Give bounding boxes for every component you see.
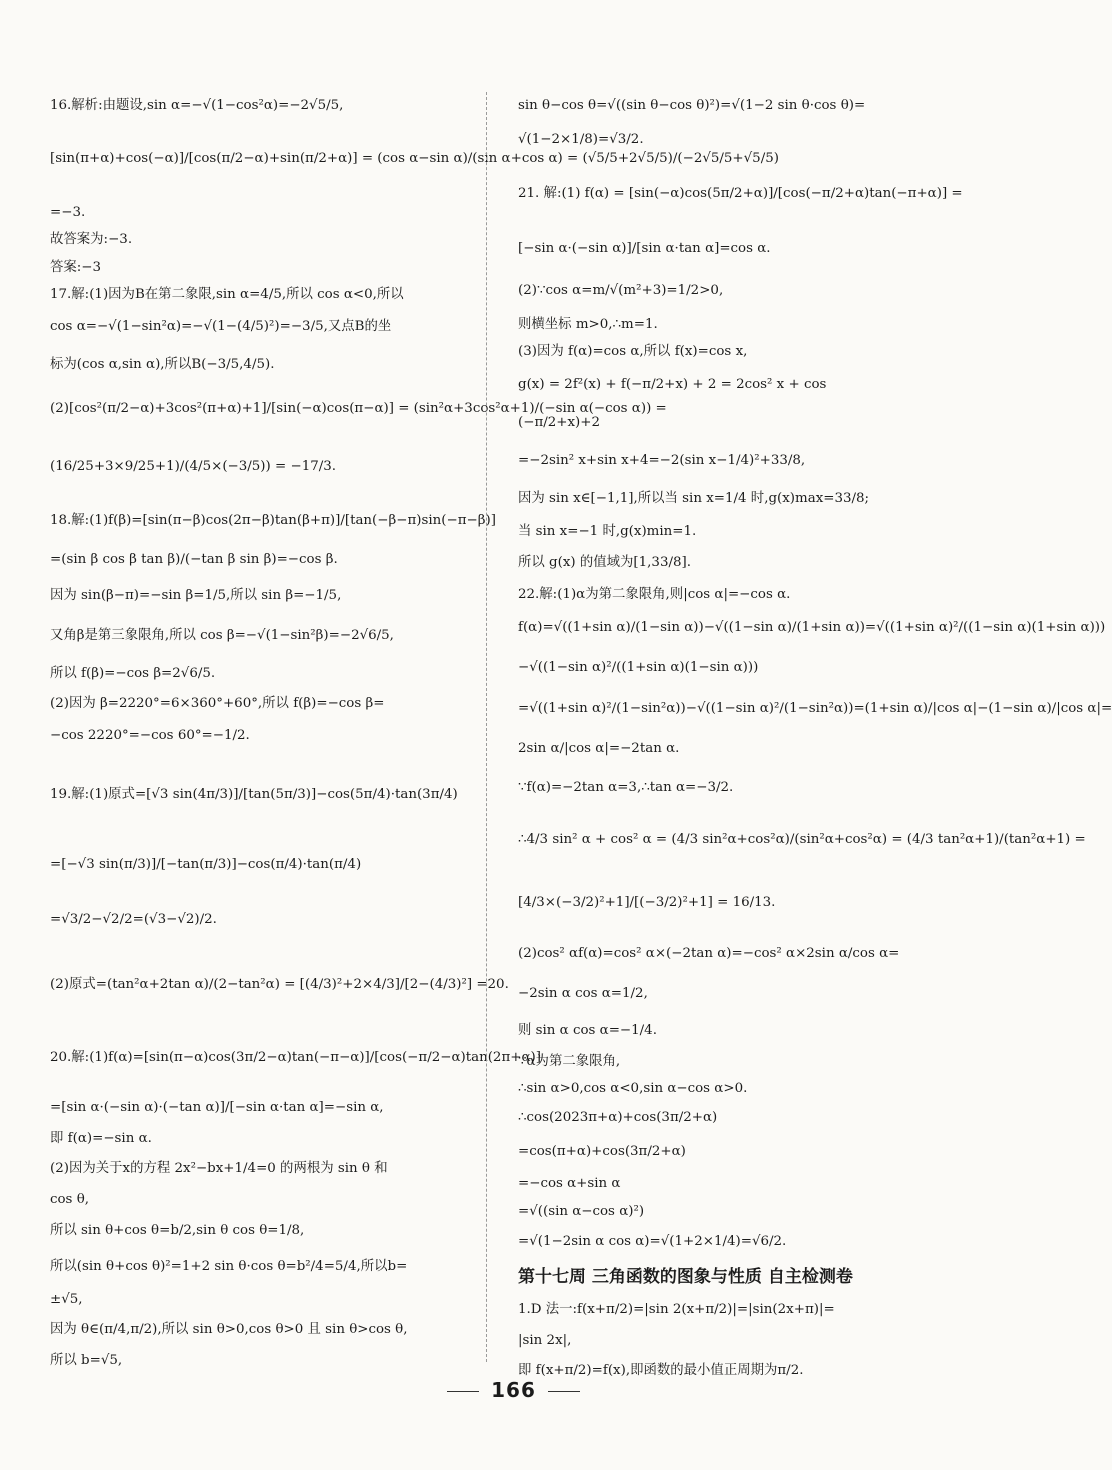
text-line: 当 sin x=−1 时,g(x)min=1. xyxy=(518,523,697,539)
text-line: [sin(π+α)+cos(−α)]/[cos(π/2−α)+sin(π/2+α)] = (cos α−sin α)/(sin α+cos α) = (√5/5+2√5/5)/(−2√5/5+√5/5) xyxy=(50,151,779,167)
text-line: 1.D 法一:f(x+π/2)=|sin 2(x+π/2)|=|sin(2x+π)|= xyxy=(518,1301,835,1317)
text-line: (2)因为关于x的方程 2x²−bx+1/4=0 的两根为 sin θ 和 xyxy=(50,1161,388,1177)
text-line: 19.解:(1)原式=[√3 sin(4π/3)]/[tan(5π/3)]−cos(5π/4)·tan(3π/4) xyxy=(50,787,458,803)
text-line: [−sin α·(−sin α)]/[sin α·tan α]=cos α. xyxy=(518,241,771,257)
text-line: =√3/2−√2/2=(√3−√2)/2. xyxy=(50,912,217,928)
text-line: =√((1+sin α)²/(1−sin²α))−√((1−sin α)²/(1−sin²α))=(1+sin α)/|cos α|−(1−sin α)/|cos α|= xyxy=(518,700,1112,716)
text-line: 因为 θ∈(π/4,π/2),所以 sin θ>0,cos θ>0 且 sin θ>cos θ, xyxy=(50,1321,408,1337)
text-line: 则 sin α cos α=−1/4. xyxy=(518,1022,657,1038)
column-divider xyxy=(486,92,488,1362)
page-number-dash-left xyxy=(447,1391,479,1392)
text-line: (2)原式=(tan²α+2tan α)/(2−tan²α) = [(4/3)²+2×4/3]/[2−(4/3)²] =20. xyxy=(50,977,509,993)
text-line: ∴cos(2023π+α)+cos(3π/2+α) xyxy=(518,1110,718,1126)
text-line: (16/25+3×9/25+1)/(4/5×(−3/5)) = −17/3. xyxy=(50,458,337,474)
text-line: (3)因为 f(α)=cos α,所以 f(x)=cos x, xyxy=(518,344,748,360)
text-line: 因为 sin x∈[−1,1],所以当 sin x=1/4 时,g(x)max=33/8; xyxy=(518,490,870,506)
text-line: ∵f(α)=−2tan α=3,∴tan α=−3/2. xyxy=(518,779,734,795)
page-number-value: 166 xyxy=(491,1378,536,1402)
text-line: (2)[cos²(π/2−α)+3cos²(π+α)+1]/[sin(−α)cos(π−α)] = (sin²α+3cos²α+1)/(−sin α(−cos α)) = xyxy=(50,400,667,416)
text-line: 所以(sin θ+cos θ)²=1+2 sin θ·cos θ=b²/4=5/4,所以b= xyxy=(50,1258,408,1274)
text-line: −2sin α cos α=1/2, xyxy=(518,985,648,1001)
text-line: ∵α为第二象限角, xyxy=(518,1053,621,1069)
text-line: 16.解析:由题设,sin α=−√(1−cos²α)=−2√5/5, xyxy=(50,98,344,113)
text-line: 2sin α/|cos α|=−2tan α. xyxy=(518,740,680,756)
text-line: 故答案为:−3. xyxy=(50,232,133,248)
text-line: 18.解:(1)f(β)=[sin(π−β)cos(2π−β)tan(β+π)]/[tan(−β−π)sin(−π−β)] xyxy=(50,512,496,528)
text-line: =√(1−2sin α cos α)=√(1+2×1/4)=√6/2. xyxy=(518,1233,787,1249)
right-column xyxy=(518,92,1112,1388)
text-line: 17.解:(1)因为B在第二象限,sin α=4/5,所以 cos α<0,所以 xyxy=(50,286,404,302)
text-line: 答案:−3 xyxy=(50,259,102,275)
text-line: =(sin β cos β tan β)/(−tan β sin β)=−cos β. xyxy=(50,551,338,567)
text-line: 20.解:(1)f(α)=[sin(π−α)cos(3π/2−α)tan(−π−α)]/[cos(−π/2−α)tan(2π+α)] xyxy=(50,1050,541,1066)
text-line: (−π/2+x)+2 xyxy=(518,414,601,430)
text-line: =cos(π+α)+cos(3π/2+α) xyxy=(518,1144,686,1160)
text-line: ∴sin α>0,cos α<0,sin α−cos α>0. xyxy=(518,1081,748,1097)
text-line: 又角β是第三象限角,所以 cos β=−√(1−sin²β)=−2√6/5, xyxy=(50,627,394,643)
text-line: √(1−2×1/8)=√3/2. xyxy=(518,132,644,148)
text-line: =√((sin α−cos α)²) xyxy=(518,1203,645,1219)
text-line: f(α)=√((1+sin α)/(1−sin α))−√((1−sin α)/(1+sin α))=√((1+sin α)²/((1−sin α)(1+sin α))) xyxy=(518,619,1106,635)
text-line: −cos 2220°=−cos 60°=−1/2. xyxy=(50,728,250,744)
text-line: g(x) = 2f²(x) + f(−π/2+x) + 2 = 2cos² x + cos xyxy=(518,376,827,392)
text-line: (2)cos² αf(α)=cos² α×(−2tan α)=−cos² α×2sin α/cos α= xyxy=(518,945,900,961)
text-line: 21. 解:(1) f(α) = [sin(−α)cos(5π/2+α)]/[cos(−π/2+α)tan(−π+α)] = xyxy=(518,186,963,202)
text-line: −√((1−sin α)²/((1+sin α)(1−sin α))) xyxy=(518,659,759,675)
text-line: 所以 sin θ+cos θ=b/2,sin θ cos θ=1/8, xyxy=(50,1222,305,1238)
text-line: 22.解:(1)α为第二象限角,则|cos α|=−cos α. xyxy=(518,586,791,602)
text-line: cos α=−√(1−sin²α)=−√(1−(4/5)²)=−3/5,又点B的坐 xyxy=(50,318,392,334)
text-line: 所以 b=√5, xyxy=(50,1352,123,1368)
text-line: ±√5, xyxy=(50,1291,83,1307)
text-line: |sin 2x|, xyxy=(518,1332,572,1348)
text-line: =[−√3 sin(π/3)]/[−tan(π/3)]−cos(π/4)·tan(π/4) xyxy=(50,857,362,873)
text-line: 即 f(α)=−sin α. xyxy=(50,1131,152,1147)
page-number-dash-right xyxy=(548,1391,580,1392)
text-line: sin θ−cos θ=√((sin θ−cos θ)²)=√(1−2 sin θ·cos θ)= xyxy=(518,98,866,113)
text-line: 标为(cos α,sin α),所以B(−3/5,4/5). xyxy=(50,356,275,372)
text-line: =−cos α+sin α xyxy=(518,1176,621,1192)
text-line: 所以 g(x) 的值域为[1,33/8]. xyxy=(518,554,691,570)
text-line: =[sin α·(−sin α)·(−tan α)]/[−sin α·tan α]=−sin α, xyxy=(50,1100,384,1116)
page-number xyxy=(0,1378,1027,1402)
text-line: cos θ, xyxy=(50,1192,90,1208)
text-line: 所以 f(β)=−cos β=2√6/5. xyxy=(50,665,216,681)
text-line: =−2sin² x+sin x+4=−2(sin x−1/4)²+33/8, xyxy=(518,452,806,468)
text-line: =−3. xyxy=(50,205,86,221)
text-line: 则横坐标 m>0,∴m=1. xyxy=(518,317,658,333)
text-line: 即 f(x+π/2)=f(x),即函数的最小值正周期为π/2. xyxy=(518,1362,804,1378)
text-line: [4/3×(−3/2)²+1]/[(−3/2)²+1] = 16/13. xyxy=(518,894,776,910)
section-title: 第十七周 三角函数的图象与性质 自主检测卷 xyxy=(518,1266,853,1287)
text-line: 因为 sin(β−π)=−sin β=1/5,所以 sin β=−1/5, xyxy=(50,587,342,603)
text-line: (2)因为 β=2220°=6×360°+60°,所以 f(β)=−cos β= xyxy=(50,695,385,711)
text-line: ∴4/3 sin² α + cos² α = (4/3 sin²α+cos²α)/(sin²α+cos²α) = (4/3 tan²α+1)/(tan²α+1) = xyxy=(518,831,1086,847)
text-line: (2)∵cos α=m/√(m²+3)=1/2>0, xyxy=(518,283,724,299)
